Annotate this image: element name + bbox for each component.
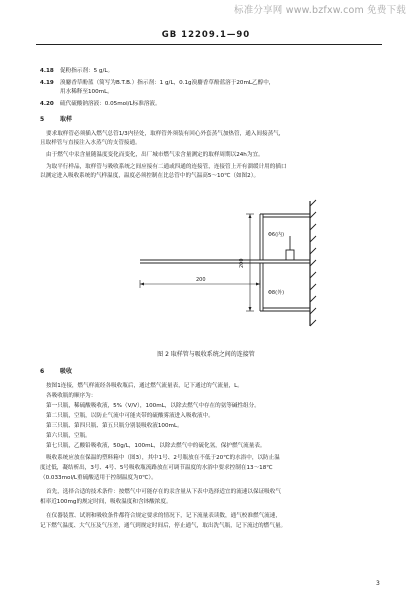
paragraph-line: 各吸收瓶的顺序为：: [46, 393, 97, 399]
paragraph-line: 第二只瓶，空瓶，以防止气流中可能夹带的硫酸雾液进入吸收液中。: [46, 413, 214, 419]
paragraph-line: 吸收系统应放在保温的塑料箱中（图3），其中1号、2号瓶放在不低于20℃的水浴中，以防止温: [46, 455, 280, 461]
standard-number-header: GB 12209.1—90: [161, 30, 251, 40]
paragraph-line: 按图1连接，燃气样流经各吸收瓶后，通过燃气流量表，记下通过的气流量，L。: [46, 383, 243, 389]
paragraph-line: 以测定进入吸收系统的气样温度，温度必须控制在比总管中的气温高5～10℃（如图2）。: [40, 173, 260, 179]
item-4-19-continued: 用水稀释至100mL。: [60, 89, 113, 95]
paragraph-line: 相率近100mg的规定时间，吸收温度和含钵酸浓度。: [40, 499, 172, 505]
item-4-19: [40, 80, 274, 87]
paragraph-line: 由于燃气中汞含量随温度变化而变化，出厂城市燃气汞含量测定的取样周期以24h为宜。: [46, 152, 264, 158]
item-text: 溴麝香草酚蓝（简写为B.T.B.）指示剂：1 g/L，0.1g溴麝香草酚蓝溶于20mL乙醇中，: [60, 80, 275, 86]
section-number: 6: [40, 368, 45, 375]
section-5-heading: [40, 116, 72, 123]
page-number: 3: [376, 580, 380, 587]
watermark-text: 标准分享网 www.bzfxw.com 免费下载: [234, 5, 406, 16]
paragraph-line: 第一只瓶，稀硫酸吸收液，5%（V/V），100mL，以除去燃气中存在的氨等碱性组分。: [46, 403, 260, 409]
outer-diameter-label: Φ8(外): [268, 290, 285, 296]
section-title: 吸收: [60, 368, 73, 375]
header-rule: [36, 44, 382, 45]
section-number: 5: [40, 116, 45, 123]
connection-pipe-figure: [100, 176, 330, 344]
item-4-20: [40, 101, 161, 108]
inner-diameter-label: Φ6(内): [268, 232, 285, 238]
paragraph-line: 在仪器装置、试剂和吸收条件都符合规定要求的情况下，记下流量表读数，通气校准燃气流速，: [46, 513, 281, 519]
paragraph-line: 度过低，凝结析出，3号、4号、5号吸收瓶流路放在可调节温度的水浴中要求控制在13～18℃: [40, 465, 273, 471]
paragraph-line: 要求取样管必须插入燃气总管1/3内径处，取样管外须装有回心外套蒸气加热管，通入间接蒸气，: [46, 131, 285, 137]
dimension-label-vertical: 200: [239, 258, 245, 268]
paragraph-line: 为取平行样品，取样管与吸收系统之间应接有二通或四通的连接管，连接管上开有溜缓计用的插口: [46, 164, 287, 170]
paragraph-line: 记下燃气温度、大气压及气压差，通气到规定时间后，停止通气，取出洗气瓶，记下流过的燃气量。: [40, 523, 287, 529]
paragraph-line: （0.033mol/L重硫酸适用于控制温度为0℃）。: [40, 475, 157, 481]
item-text: 促粉指示剂：5 g/L。: [60, 68, 114, 74]
paragraph-line: 且取样管与直接注入水蒸气的支管接通。: [40, 140, 141, 146]
dimension-label-horizontal: 200: [196, 277, 206, 283]
section-title: 取样: [60, 116, 73, 123]
paragraph-line: 第七只瓶，乙酸铅吸收液，50g/L，100mL，以除去燃气中的硫化氢，保护燃气流量表。: [46, 443, 266, 449]
section-6-heading: [40, 368, 72, 375]
item-number: 4.18: [40, 68, 54, 74]
item-number: 4.20: [40, 101, 54, 107]
item-text: 硫代硫酸钠溶液：0.05mol/L标准溶液。: [60, 101, 161, 107]
figure-caption: 图 2 取样管与吸收系统之间的连接管: [157, 351, 255, 358]
thermometer-port: [286, 250, 294, 260]
paragraph-line: 首先，选择合适的技术条件：按燃气中可能存在的汞含量从下表中选择适宜的流速以保证吸收气: [46, 489, 281, 495]
paragraph-line: 第三只瓶、第四只瓶、第五只瓶分别装吸收液100mL。: [46, 423, 183, 429]
item-number: 4.19: [40, 80, 54, 86]
item-4-18: [40, 68, 113, 75]
paragraph-line: 第六只瓶，空瓶。: [46, 433, 91, 439]
